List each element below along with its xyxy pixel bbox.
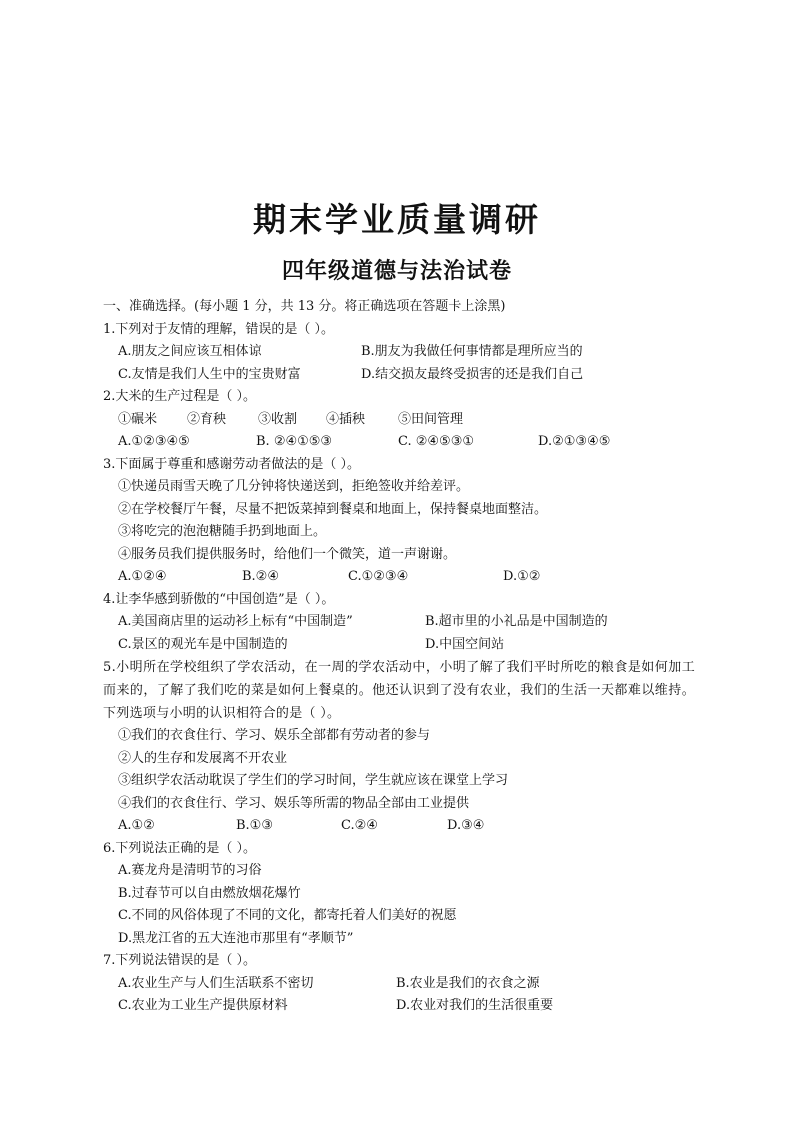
question-2-item-4: ④插秧: [326, 411, 366, 427]
question-2-option-d: D.②①③④⑤: [538, 434, 611, 449]
question-2-item-1: ①碾米: [118, 411, 158, 427]
question-5-statement-4: ④我们的衣食住行、学习、娱乐等所需的物品全部由工业提供: [118, 795, 470, 811]
question-1-option-b: B.朋友为我做任何事情都是理所应当的: [361, 344, 583, 359]
page-subtitle: 四年级道德与法治试卷: [281, 258, 512, 284]
question-5-options: [103, 815, 703, 838]
question-6-option-a: A.赛龙舟是清明节的习俗: [118, 863, 262, 878]
question-2-item-5: ⑤田间管理: [398, 411, 464, 427]
question-1-stem: 1.下列对于友情的理解，错误的是（ ）。: [103, 321, 335, 337]
question-2-option-c: C. ②④⑤③①: [398, 434, 475, 449]
question-5-stem: 5.小明所在学校组织了学农活动，在一周的学农活动中，小明了解了我们平时所吃的粮食是如何加工而来的，了解了我们吃的菜是如何上餐桌的。他还认识到了没有农业，我们的生活一天都难以维持。下列选项与小明的认识相符合的是（ ）。: [103, 660, 695, 721]
question-3-option-d: D.①②: [503, 569, 541, 584]
question-1-option-d: D.结交损友最终受损害的还是我们自己: [361, 366, 584, 382]
question-6-stem: 6.下列说法正确的是（ ）。: [103, 840, 257, 856]
question-2-item-3: ③收割: [258, 411, 298, 427]
question-2-items: [103, 409, 703, 432]
question-2-item-2: ②育秧: [187, 411, 227, 427]
question-6-option-c: C.不同的风俗体现了不同的文化，都寄托着人们美好的祝愿: [118, 908, 457, 923]
question-5-option-b: B.①③: [236, 818, 273, 833]
question-3-statement-2: ②在学校餐厅午餐，尽量不把饭菜掉到餐桌和地面上，保持餐桌地面整洁。: [118, 501, 548, 517]
page-title: 期末学业质量调研: [253, 200, 541, 239]
section-heading: 一、准确选择。(每小题 1 分，共 13 分。将正确选项在答题卡上涂黑): [103, 299, 506, 314]
question-1-options-row1: [103, 341, 703, 364]
question-1-option-a: A.朋友之间应该互相体谅: [118, 344, 262, 359]
question-3-statement-4: ④服务员我们提供服务时，给他们一个微笑，道一声谢谢。: [118, 546, 457, 562]
question-4-stem: 4.让李华感到骄傲的“中国创造”是（ ）。: [103, 591, 335, 607]
question-1-options-row2: [103, 364, 703, 387]
question-3-stem: 3.下面属于尊重和感谢劳动者做法的是（ ）。: [103, 456, 361, 472]
question-4-option-b: B.超市里的小礼品是中国制造的: [425, 614, 608, 629]
question-3-statement-1: ①快递员雨雪天晚了几分钟将快递送到，拒绝签收并给差评。: [118, 479, 470, 494]
question-4-options-row2: [103, 634, 703, 657]
question-5-option-a: A.①②: [118, 818, 155, 833]
question-7-stem: 7.下列说法错误的是（ ）。: [103, 953, 257, 968]
question-2-option-b: B. ②④①⑤③: [256, 434, 333, 449]
question-2-option-a: A.①②③④⑤: [118, 434, 190, 449]
question-3-statement-3: ③将吃完的泡泡糖随手扔到地面上。: [118, 524, 327, 539]
question-4-option-c: C.景区的观光车是中国制造的: [118, 636, 288, 652]
question-7-options-row2: [103, 995, 703, 1018]
question-3-options: [103, 566, 703, 589]
question-7-option-a: A.农业生产与人们生活联系不密切: [118, 975, 314, 991]
question-5-statement-1: ①我们的衣食住行、学习、娱乐全部都有劳动者的参与: [118, 728, 431, 743]
question-5-statement-2: ②人的生存和发展离不开农业: [118, 750, 288, 766]
question-5-statement-3: ③组织学农活动耽误了学生们的学习时间，学生就应该在课堂上学习: [118, 773, 509, 788]
question-2-stem: 2.大米的生产过程是（ ）。: [103, 389, 257, 404]
question-4-option-a: A.美国商店里的运动衫上标有“中国制造”: [118, 614, 353, 629]
question-2-options: [103, 431, 703, 454]
question-6-option-d: D.黑龙江省的五大连池市那里有“孝顺节”: [118, 930, 354, 946]
question-3-option-b: B.②④: [242, 569, 279, 584]
question-6-option-b: B.过春节可以自由燃放烟花爆竹: [118, 885, 301, 901]
question-3-option-a: A.①②④: [118, 569, 167, 584]
question-7-option-b: B.农业是我们的衣食之源: [396, 975, 540, 991]
question-7-option-d: D.农业对我们的生活很重要: [396, 998, 554, 1013]
question-1-option-c: C.友情是我们人生中的宝贵财富: [118, 366, 301, 382]
question-4-option-d: D.中国空间站: [425, 636, 505, 652]
question-5-option-c: C.②④: [341, 818, 378, 833]
question-5-option-d: D.③④: [447, 818, 485, 833]
question-3-option-c: C.①②③④: [348, 569, 409, 584]
question-7-option-c: C.农业为工业生产提供原材料: [118, 998, 288, 1013]
exam-content: [103, 296, 703, 1018]
question-4-options-row1: [103, 611, 703, 634]
question-7-options-row1: [103, 973, 703, 996]
